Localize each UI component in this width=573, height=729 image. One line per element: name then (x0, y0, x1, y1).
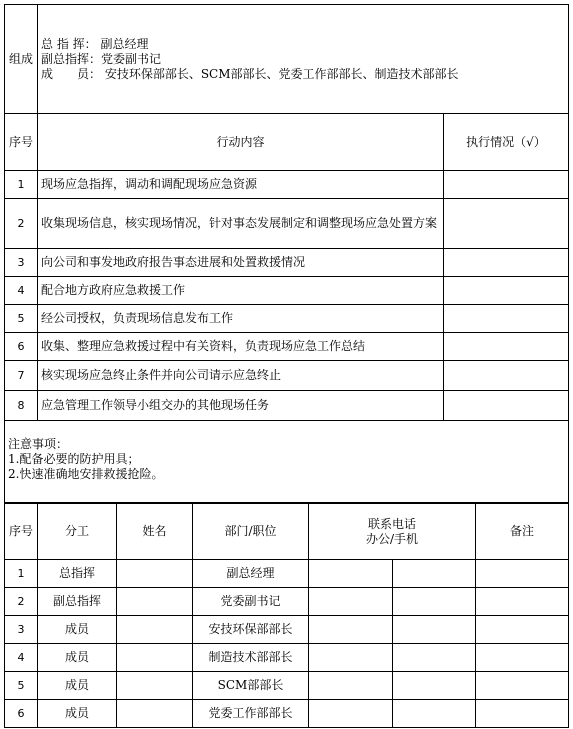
header-name: 姓名 (117, 504, 193, 560)
note-item: 2.快速准确地安排救援抢险。 (8, 467, 164, 481)
roster-name-cell (117, 644, 193, 672)
note-item: 1.配备必要的防护用具； (8, 452, 140, 466)
roster-remark-cell (476, 672, 569, 700)
roster-row (5, 616, 569, 644)
task-content: 向公司和事发地政府报告事态进展和处置救援情况 (38, 249, 444, 277)
roster-dept: SCM部部长 (193, 672, 309, 700)
task-content: 核实现场应急终止条件并向公司请示应急终止 (38, 361, 444, 391)
roster-name-cell (117, 672, 193, 700)
task-status-cell (444, 333, 569, 361)
task-content: 现场应急指挥，调动和调配现场应急资源 (38, 171, 444, 199)
header-remark: 备注 (476, 504, 569, 560)
task-content: 收集、整理应急救援过程中有关资料，负责现场应急工作总结 (38, 333, 444, 361)
task-status-cell (444, 171, 569, 199)
roster-remark-cell (476, 616, 569, 644)
header-no: 序号 (5, 504, 38, 560)
roster-dept: 副总经理 (193, 560, 309, 588)
roster-office-phone-cell (309, 560, 393, 588)
roster-mobile-phone-cell (393, 700, 476, 728)
roster-role: 成员 (38, 672, 117, 700)
task-row (5, 333, 569, 361)
roster-no: 3 (5, 616, 38, 644)
header-phone (309, 504, 476, 560)
members-line: 成 员： 安技环保部部长、SCM部部长、党委工作部部长、制造技术部部长 (41, 66, 459, 81)
task-no: 1 (5, 171, 38, 199)
task-row (5, 249, 569, 277)
roster-role: 总指挥 (38, 560, 117, 588)
roster-row (5, 700, 569, 728)
roster-dept: 党委副书记 (193, 588, 309, 616)
roster-no: 5 (5, 672, 38, 700)
commander-line: 总 指 挥： 副总经理 (41, 36, 149, 51)
task-header-row (5, 114, 569, 171)
deputy-commander-line: 副总指挥：党委副书记 (41, 51, 162, 66)
task-row (5, 199, 569, 249)
roster-row (5, 644, 569, 672)
roster-table (4, 503, 569, 728)
roster-remark-cell (476, 644, 569, 672)
task-status-cell (444, 249, 569, 277)
notes-title: 注意事项： (8, 437, 69, 451)
roster-row (5, 560, 569, 588)
roster-role: 副总指挥 (38, 588, 117, 616)
task-status-cell (444, 199, 569, 249)
roster-remark-cell (476, 700, 569, 728)
roster-office-phone-cell (309, 700, 393, 728)
roster-dept: 党委工作部部长 (193, 700, 309, 728)
roster-office-phone-cell (309, 616, 393, 644)
header-role: 分工 (38, 504, 117, 560)
roster-mobile-phone-cell (393, 616, 476, 644)
roster-role: 成员 (38, 700, 117, 728)
roster-name-cell (117, 588, 193, 616)
roster-header-row (5, 504, 569, 560)
notes-row (5, 421, 569, 503)
task-content: 配合地方政府应急救援工作 (38, 277, 444, 305)
header-dept: 部门/职位 (193, 504, 309, 560)
roster-role: 成员 (38, 616, 117, 644)
task-row (5, 361, 569, 391)
roster-no: 2 (5, 588, 38, 616)
composition-members (38, 5, 569, 114)
composition-row (5, 5, 569, 114)
task-no: 3 (5, 249, 38, 277)
notes-cell (5, 421, 569, 503)
header-phone-sub: 办公/手机 (365, 531, 419, 546)
roster-name-cell (117, 560, 193, 588)
action-table (4, 4, 569, 503)
roster-name-cell (117, 616, 193, 644)
roster-no: 6 (5, 700, 38, 728)
header-content: 行动内容 (38, 114, 444, 171)
roster-remark-cell (476, 588, 569, 616)
roster-dept: 安技环保部部长 (193, 616, 309, 644)
roster-mobile-phone-cell (393, 644, 476, 672)
task-status-cell (444, 361, 569, 391)
task-content: 收集现场信息，核实现场情况，针对事态发展制定和调整现场应急处置方案 (38, 199, 444, 249)
roster-mobile-phone-cell (393, 588, 476, 616)
roster-mobile-phone-cell (393, 560, 476, 588)
header-phone-title: 联系电话 (368, 516, 417, 531)
roster-row (5, 588, 569, 616)
roster-office-phone-cell (309, 672, 393, 700)
task-no: 8 (5, 391, 38, 421)
roster-row (5, 672, 569, 700)
roster-name-cell (117, 700, 193, 728)
task-row (5, 277, 569, 305)
roster-dept: 制造技术部部长 (193, 644, 309, 672)
task-no: 2 (5, 199, 38, 249)
task-content: 经公司授权，负责现场信息发布工作 (38, 305, 444, 333)
roster-no: 4 (5, 644, 38, 672)
task-status-cell (444, 277, 569, 305)
roster-remark-cell (476, 560, 569, 588)
task-no: 5 (5, 305, 38, 333)
header-status: 执行情况（√） (444, 114, 569, 171)
composition-label: 组成 (5, 5, 38, 114)
roster-role: 成员 (38, 644, 117, 672)
task-row (5, 391, 569, 421)
task-content: 应急管理工作领导小组交办的其他现场任务 (38, 391, 444, 421)
task-row (5, 171, 569, 199)
header-no: 序号 (5, 114, 38, 171)
task-row (5, 305, 569, 333)
roster-office-phone-cell (309, 588, 393, 616)
task-no: 4 (5, 277, 38, 305)
task-no: 6 (5, 333, 38, 361)
roster-no: 1 (5, 560, 38, 588)
task-no: 7 (5, 361, 38, 391)
task-status-cell (444, 391, 569, 421)
roster-office-phone-cell (309, 644, 393, 672)
roster-mobile-phone-cell (393, 672, 476, 700)
task-status-cell (444, 305, 569, 333)
